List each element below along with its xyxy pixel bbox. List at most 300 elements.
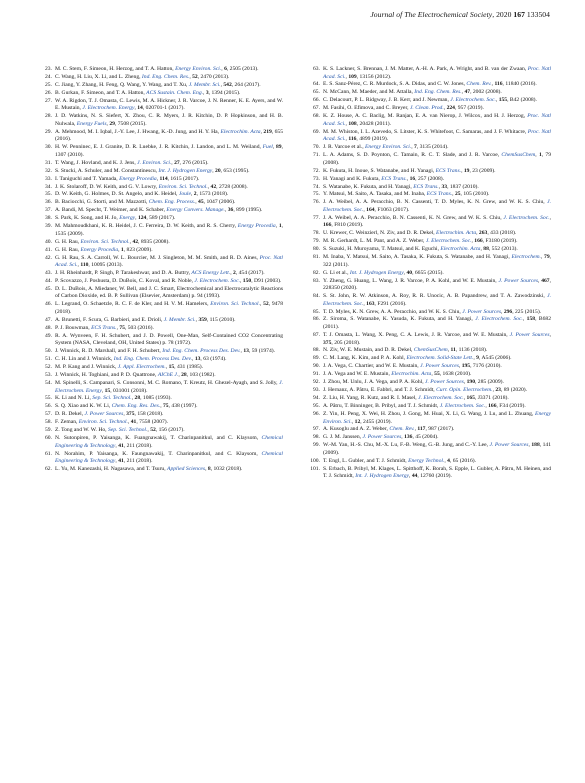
reference-entry	[39, 348, 283, 356]
reference-journal-link[interactable]: Environ. Sci. Technol.	[78, 419, 128, 426]
reference-separator: ,	[411, 144, 414, 151]
reference-entry	[307, 270, 551, 278]
reference-journal-link[interactable]: Ind. Eng. Chem. Process Des. Dev.	[113, 356, 193, 363]
reference-number: 23.	[45, 66, 52, 72]
reference-volume: 136	[404, 434, 413, 441]
reference-journal-link[interactable]: ECS Trans.	[413, 183, 439, 190]
reference-entry	[39, 255, 283, 270]
reference-entry	[307, 347, 551, 355]
reference-pages-year: , 59 (1974).	[248, 348, 276, 355]
reference-pages-year: , 454 (2017).	[235, 270, 265, 277]
reference-journal-link[interactable]: Energy Technol.	[408, 457, 445, 464]
reference-pages-year: , 2002 (2008).	[470, 89, 502, 96]
reference-number: 97.	[313, 426, 320, 433]
reference-pages-year: , 9478 (2018).	[55, 301, 284, 315]
reference-pages-year: , F34 (2019).	[496, 403, 526, 410]
reference-separator: ,	[147, 427, 151, 434]
reference-authors: J. A. Vega, C. Chartier, and W. E. Mustain,	[323, 363, 421, 370]
reference-journal-link[interactable]: Proc. Natl Acad. Sci.	[55, 254, 283, 269]
reference-authors: G. H. Rau,	[55, 246, 81, 253]
reference-authors: A. Brunetti, F. Scura, G. Barbieri, and E. Drioli,	[55, 316, 164, 323]
reference-authors: J. A. Weibel, A. A. Peracchio, B. N. Cassenti, T. D. Myles, K. N. Grew, and W. K. S. Chiu,	[323, 199, 548, 206]
reference-journal-link[interactable]: Energy Environ. Sci.	[175, 66, 222, 72]
reference-authors: M. C. Stern, F. Simeon, H. Herzog, and T. A. Hatton,	[55, 66, 176, 72]
reference-volume: 41	[118, 458, 124, 465]
reference-entry	[39, 278, 283, 286]
reference-separator: ,	[118, 246, 121, 253]
reference-number: 94.	[313, 395, 320, 402]
reference-entry	[39, 184, 283, 192]
reference-journal-link[interactable]: ACS Sustain. Chem. Eng.	[146, 89, 204, 96]
reference-number: 49.	[45, 332, 52, 339]
reference-entry	[39, 333, 283, 348]
reference-journal-link[interactable]: Chem. Rev.	[389, 426, 415, 433]
reference-pages-year: , 957 (2019).	[454, 105, 484, 112]
reference-separator: ,	[221, 66, 225, 72]
reference-volume: 15	[168, 364, 175, 371]
reference-journal-link[interactable]: Proc. Natl Acad. Sci.	[323, 128, 551, 143]
reference-separator: ,	[471, 238, 475, 245]
reference-separator: ,	[106, 120, 110, 127]
reference-authors: Y. Matsui, M. Saito, A. Tasaka, and M. Inaba,	[323, 191, 427, 198]
reference-authors: N. Norahim, P. Yaisanga, K. Faungnawakij, T. Charinpanitkul, and C. Klaysom,	[55, 450, 262, 457]
reference-journal-link[interactable]: Fuel	[262, 144, 273, 151]
reference-journal-link[interactable]: Energy Fuels	[76, 120, 107, 127]
reference-pages-year: , 1615 (2017).	[167, 175, 200, 182]
reference-entry	[307, 191, 551, 199]
reference-journal-link[interactable]: J. Power Sources	[362, 434, 402, 441]
reference-list-left-column	[39, 66, 283, 474]
reference-volume: 1	[120, 246, 124, 253]
reference-journal-link[interactable]: J. Membr. Sci.	[163, 316, 196, 323]
reference-journal-link[interactable]: J. Environ. Sci.	[137, 159, 172, 166]
reference-separator: ,	[406, 175, 410, 182]
reference-separator: ,	[501, 308, 504, 315]
reference-volume: 33	[441, 183, 448, 190]
reference-entry	[307, 395, 551, 403]
reference-entry	[39, 98, 283, 113]
reference-number: 53.	[45, 372, 52, 379]
reference-entry	[307, 66, 551, 81]
reference-volume: 12	[354, 418, 361, 425]
reference-number: 68.	[313, 113, 320, 120]
reference-journal-link[interactable]: Electrochim. Acta	[220, 128, 261, 135]
reference-number: 88.	[313, 347, 320, 354]
reference-pages-year: , 225 (2015).	[512, 308, 542, 315]
reference-authors: S. Watanabe, K. Fukuta, and H. Yanagi,	[323, 183, 414, 190]
reference-journal-link[interactable]: Electrochim. Acta	[440, 246, 481, 253]
reference-journal-link[interactable]: ECS Trans.	[435, 167, 462, 174]
reference-volume: 190	[466, 379, 475, 386]
reference-volume: 42	[132, 238, 139, 245]
reference-volume: 114	[159, 175, 168, 182]
reference-separator: ,	[115, 442, 119, 449]
reference-volume: 28	[134, 395, 141, 402]
reference-journal-link[interactable]: J. Power Sources	[509, 331, 550, 338]
reference-authors: N. Sutonpiren, P. Yaisanga, K. Fuangnawakij, T. Charinpanitkul, and C. Klaysom,	[55, 435, 262, 442]
reference-number: 50.	[45, 348, 52, 355]
reference-journal-link[interactable]: J. Power Sources	[462, 308, 502, 315]
reference-journal-link[interactable]: J. Power Sources	[489, 442, 529, 449]
reference-number: 83.	[313, 277, 320, 284]
reference-pages-year: , 156 (2017).	[155, 427, 185, 434]
reference-pages-year: , 1136 (2018).	[455, 347, 488, 354]
reference-pages-year: , 45 (2004).	[412, 434, 439, 441]
reference-number: 64.	[313, 81, 320, 88]
reference-journal-link[interactable]: J. Clean. Prod.	[409, 105, 444, 112]
reference-journal-link[interactable]: Chemical Engineering & Technology	[55, 435, 283, 449]
reference-journal-link[interactable]: J. Membr. Sci.	[188, 81, 221, 88]
reference-separator: ,	[403, 269, 407, 276]
reference-separator: ,	[212, 167, 216, 174]
reference-authors: F. Zeman,	[55, 419, 79, 426]
reference-separator: ,	[492, 387, 496, 394]
reference-journal-link[interactable]: J. Power Sources	[425, 379, 464, 386]
reference-journal-link[interactable]: Energy Procedia	[119, 175, 157, 182]
reference-number: 47.	[45, 316, 52, 323]
reference-pages-year: , 589 (2017).	[146, 215, 176, 222]
reference-authors: A. Bandi, M. Specht, T. Weimer, and K. Schaber,	[55, 207, 167, 214]
reference-authors: M. Fasihi, O. Efimova, and C. Breyer,	[323, 105, 410, 112]
reference-separator: ,	[190, 191, 194, 198]
reference-entry	[39, 215, 283, 223]
reference-number: 43.	[45, 270, 52, 277]
reference-journal-link[interactable]: ChemSusChem	[413, 347, 448, 354]
reference-journal-link[interactable]: J. Electrochem. Soc.	[425, 238, 472, 245]
reference-entry	[39, 270, 283, 278]
reference-pages-year: , 103 (1982).	[186, 372, 216, 379]
reference-number: 74.	[313, 183, 320, 190]
reference-journal-link[interactable]: Proc. Natl Acad. Sci.	[323, 66, 551, 80]
reference-entry	[39, 325, 283, 333]
reference-authors: S. Park, K. Song, and H. Jo,	[55, 215, 120, 222]
reference-pages-year: , 20428 (2011).	[356, 120, 392, 127]
reference-authors: S. Erbach, B. Pribyl, M. Klages, L. Spitthoff, K. Borah, S. Epple, L. Gubler, A. Pătru, M. Heinen, and T. J. Schmidt,	[323, 465, 551, 480]
reference-journal-link[interactable]: Ind. Eng. Chem. Process Des. Dev.	[162, 348, 241, 355]
reference-number: 36.	[45, 199, 52, 206]
reference-journal-link[interactable]: Energy Environ. Sci.	[365, 144, 412, 151]
reference-entry	[39, 113, 283, 128]
reference-volume: 164	[366, 206, 375, 213]
reference-number: 82.	[313, 269, 320, 276]
reference-journal-link[interactable]: Applied Sciences	[167, 466, 206, 473]
reference-number: 73.	[313, 175, 320, 182]
reference-journal-link[interactable]: J. Electrochem. Energy	[82, 105, 135, 112]
reference-authors: L. Legrand, O. Schaetzle, R. C. F. de Kler, and H. V. M. Hamelers,	[55, 301, 211, 308]
reference-journal-link[interactable]: ECS Trans.	[381, 175, 407, 182]
reference-authors: J. R. Varcoe et al.,	[323, 144, 365, 151]
reference-authors: Z. Siroma, S. Watanabe, K. Yasuda, K. Fukuta, and H. Yanagi,	[323, 316, 476, 323]
reference-entry	[39, 435, 283, 450]
reference-journal-link[interactable]: Energy Procedia	[80, 246, 119, 253]
reference-number: 46.	[45, 301, 52, 308]
reference-entry	[39, 74, 283, 82]
reference-volume: 117	[417, 426, 426, 433]
reference-pages-year: , 65 (2016).	[449, 457, 477, 464]
reference-journal-link[interactable]: Sep. Sci. Technol.	[92, 395, 132, 402]
reference-separator: ,	[192, 356, 195, 363]
reference-journal-link[interactable]: ECS Trans.	[426, 191, 453, 198]
reference-journal-link[interactable]: Energy Procedia	[237, 223, 276, 230]
reference-journal-link[interactable]: J. Electrochem. Soc.	[439, 403, 486, 410]
reference-pages-year: , 7558 (2007).	[136, 419, 169, 426]
reference-pages-year: , 1307 (2010).	[55, 144, 283, 158]
reference-entry	[39, 403, 283, 411]
reference-journal-link[interactable]: J. Electrochem. Soc.	[194, 277, 240, 284]
reference-authors: W. A. Rigdon, T. J. Omasta, C. Lewis, M. A. Hickner, J. R. Varcoe, J. N. Renner, K. E. Ayers, and W. E. Mustain,	[55, 97, 283, 112]
reference-entry	[307, 144, 551, 152]
reference-pages-year: , 12760 (2019).	[417, 473, 452, 480]
reference-journal-link[interactable]: AIChE J.	[157, 372, 179, 379]
reference-entry	[307, 458, 551, 466]
reference-pages-year: , A545 (2006).	[478, 355, 512, 362]
reference-journal-link[interactable]: Energy Environ. Sci.	[323, 410, 551, 425]
reference-journal-link[interactable]: Electrochim. Acta	[436, 230, 477, 237]
reference-separator: ,	[195, 199, 199, 206]
reference-authors: I. Taniguchi and T. Yamada,	[55, 175, 120, 182]
reference-number: 44.	[45, 277, 52, 284]
reference-journal-link[interactable]: Ind. Eng. Chem. Res.	[414, 89, 462, 96]
reference-volume: 8	[207, 466, 211, 473]
reference-entry	[307, 199, 551, 214]
reference-number: 58.	[45, 419, 52, 426]
reference-number: 51.	[45, 356, 52, 363]
reference-authors: W.-M. Yan, H.-S. Chu, M.-X. Lu, F.-B. Weng, G.-B. Jung, and C.-Y. Lee,	[323, 442, 490, 449]
reference-journal-link[interactable]: Joule	[178, 191, 191, 198]
reference-separator: ,	[101, 387, 105, 394]
reference-journal-link[interactable]: J. Electrochem. Soc.	[418, 395, 464, 402]
reference-pages-year: , 264 (2017).	[231, 81, 261, 88]
reference-volume: 155	[498, 97, 508, 104]
reference-pages-year: , 158 (2018).	[134, 411, 164, 418]
reference-volume: 188	[531, 442, 540, 449]
reference-volume: 6	[224, 66, 227, 72]
reference-separator: ,	[549, 214, 551, 221]
reference-number: 92.	[313, 379, 320, 386]
reference-entry	[39, 144, 283, 159]
reference-journal-link[interactable]: Chem. Eng. Process.	[148, 199, 196, 206]
reference-separator: ,	[535, 152, 539, 159]
reference-journal-link[interactable]: Environ. Sci. Technol.	[158, 183, 208, 190]
reference-journal-link[interactable]: ChemSusChem	[501, 152, 536, 159]
reference-entry	[307, 89, 551, 97]
reference-number: 86.	[313, 316, 320, 323]
reference-volume: 89	[276, 144, 282, 151]
reference-volume: 25	[454, 191, 461, 198]
reference-pages-year: , 503 (2016).	[124, 324, 154, 331]
reference-list-right-column	[307, 66, 551, 481]
reference-volume: 4	[447, 457, 450, 464]
reference-volume: 75	[119, 324, 125, 331]
reference-entry	[39, 372, 283, 380]
reference-number: 84.	[313, 293, 320, 300]
reference-entry	[39, 395, 283, 403]
reference-number: 25.	[45, 81, 52, 88]
reference-authors: G. H. Rau,	[55, 238, 81, 245]
reference-journal-link[interactable]: J. Power Sources	[498, 277, 539, 284]
reference-journal-link[interactable]: Energy Convers. Manage.	[166, 207, 225, 214]
reference-separator: ,	[463, 379, 467, 386]
reference-number: 61.	[45, 450, 52, 457]
reference-entry	[39, 427, 283, 435]
reference-journal-link[interactable]: Int. J. Hydrogen Energy	[355, 473, 410, 480]
reference-authors: A. Kusoglu and A. Z. Weber,	[323, 426, 390, 433]
reference-entry	[39, 223, 283, 238]
reference-separator: ,	[476, 230, 479, 237]
reference-number: 89.	[313, 355, 320, 362]
reference-entry	[39, 66, 283, 74]
reference-entry	[39, 451, 283, 466]
reference-entry	[307, 355, 551, 363]
reference-pages-year: , B42 (2008).	[507, 97, 537, 104]
reference-separator: ,	[165, 364, 169, 371]
reference-entry	[307, 434, 551, 442]
reference-pages-year: , 653 (1995).	[220, 167, 250, 174]
reference-volume: 52	[150, 427, 156, 434]
reference-separator: ,	[485, 403, 489, 410]
reference-pages-year: , 6655 (2015).	[412, 269, 444, 276]
reference-journal-link[interactable]: Environ. Sci. Technol.	[210, 301, 260, 308]
reference-number: 41.	[45, 246, 52, 253]
reference-volume: 14	[137, 105, 143, 112]
reference-authors: K. S. Lackner, S. Brennan, J. M. Matter, A.-H. A. Park, A. Wright, and B. van der Zwaan,	[323, 66, 528, 72]
reference-volume: 116	[348, 136, 357, 143]
reference-separator: ,	[240, 277, 243, 284]
reference-journal-link[interactable]: J. Electrochem. Soc.	[323, 199, 551, 213]
reference-separator: ,	[463, 395, 467, 402]
reference-authors: B. Baciocchi, G. Storti, and M. Mazzotti,	[55, 199, 149, 206]
reference-entry	[39, 286, 283, 301]
reference-separator: ,	[160, 403, 163, 410]
reference-number: 26.	[45, 89, 52, 96]
reference-separator: ,	[135, 215, 138, 222]
reference-separator: ,	[345, 120, 349, 127]
reference-separator: ,	[207, 183, 211, 190]
reference-journal-link[interactable]: J. Appl. Electrochem.	[117, 364, 166, 371]
reference-entry	[39, 466, 283, 474]
reference-journal-link[interactable]: Int. J. Hydrogen Energy	[349, 269, 404, 276]
reference-entry	[307, 176, 551, 184]
reference-journal-link[interactable]: J. Power Sources	[420, 363, 459, 370]
reference-authors: S. Suzuki, H. Muroyama, T. Matsui, and K. Eguchi,	[323, 246, 441, 253]
reference-authors: K. Li and N. Li,	[55, 395, 93, 402]
reference-authors: J. H. Rheinhardt, P. Singh, P. Tarakeshwar, and D. A. Buttry,	[55, 270, 192, 277]
reference-volume: 3	[205, 89, 209, 96]
reference-pages-year: , 10095 (2013).	[88, 262, 123, 269]
reference-authors: J. Zhou, M. Unlu, J. A. Vega, and P. A. Kohl,	[323, 379, 425, 386]
reference-pages-year: , 141 (2009).	[323, 442, 551, 456]
reference-separator: ,	[195, 316, 199, 323]
reference-pages-year: , 205 (2018).	[331, 339, 361, 346]
reference-journal-link[interactable]: J. Electrochem. Soc.	[450, 97, 496, 104]
reference-pages-year: , 63 (1974).	[200, 356, 227, 363]
reference-journal-link[interactable]: Electrochem. Solid-State Lett.	[406, 355, 474, 362]
reference-authors: J. Winnick, H. Toghiani, and P. D. Quattrone,	[55, 372, 158, 379]
reference-entry	[307, 309, 551, 317]
reference-journal-link[interactable]: Proc. Natl Acad. Sci.	[323, 113, 551, 127]
reference-number: 70.	[313, 144, 320, 151]
reference-journal-link[interactable]: Ind. Eng. Chem. Res.	[141, 73, 190, 80]
reference-volume: 44	[411, 473, 418, 480]
reference-separator: ,	[540, 254, 545, 261]
reference-number: 101.	[310, 465, 320, 472]
reference-authors: G. J. M. Janssen,	[323, 434, 363, 441]
reference-pages-year: , 79 (2008).	[323, 152, 552, 166]
reference-journal-link[interactable]: Chemical Engineering & Technology	[55, 450, 283, 465]
reference-journal-link[interactable]: Chem. Eng. Res. Des.	[111, 403, 161, 410]
reference-entry	[39, 247, 283, 255]
reference-number: 24.	[45, 73, 52, 80]
reference-separator: ,	[127, 419, 131, 426]
reference-volume: 467	[541, 277, 550, 284]
reference-authors: A. Pătru, T. Binninger, B. Pribyl, and T. J. Schmidt,	[323, 403, 440, 410]
reference-entry	[39, 176, 283, 184]
reference-volume: 52	[192, 73, 198, 80]
reference-journal-link[interactable]: J. Electrochem. Soc.	[323, 293, 551, 307]
article-number: 133504	[524, 10, 550, 19]
reference-volume: 1	[538, 152, 542, 159]
reference-journal-link[interactable]: J. Power Sources	[84, 411, 124, 418]
reference-volume: 42	[210, 183, 217, 190]
reference-separator: ,	[156, 175, 160, 182]
reference-journal-link[interactable]: Int. J. Hydrogen Energy	[158, 167, 213, 174]
reference-pages-year: , 1535 (2009).	[55, 223, 284, 237]
reference-authors: J. Winnick, R. D. Marshall, and F. H. Schubert,	[55, 348, 163, 355]
reference-separator: ,	[458, 363, 462, 370]
reference-volume: 116	[494, 81, 503, 88]
reference-volume: 15	[104, 387, 111, 394]
reference-authors: J. K. Stolaroff, D. W. Keith, and G. V. Lowry,	[55, 183, 159, 190]
reference-entry	[39, 168, 283, 176]
reference-journal-link[interactable]: Electrochim. Acta	[391, 371, 432, 378]
reference-journal-link[interactable]: ECS Trans.	[91, 324, 117, 331]
reference-volume: 23	[495, 387, 501, 394]
reference-separator: ,	[480, 246, 484, 253]
reference-journal-link[interactable]: Chem. Rev.	[466, 81, 492, 88]
reference-entry	[307, 152, 551, 167]
reference-journal-link[interactable]: Sep. Sci. Technol.	[107, 427, 148, 434]
reference-volume: 47	[464, 89, 471, 96]
reference-authors: T. Engl, L. Gubler, and T. J. Schmidt,	[323, 457, 409, 464]
reference-volume: 16	[409, 175, 416, 182]
reference-journal-link[interactable]: J. Electrochem. Soc.	[503, 214, 550, 221]
reference-volume: 28	[181, 372, 187, 379]
reference-volume: 9	[476, 355, 479, 362]
reference-journal-link[interactable]: Electrochem.	[511, 254, 541, 261]
reference-pages-year: , 4899 (2019).	[356, 136, 389, 143]
reference-journal-link[interactable]: J. Electrochem. Energy	[55, 379, 283, 394]
reference-volume: 13	[194, 356, 201, 363]
reference-journal-link[interactable]: Environ. Sci. Technol.	[80, 238, 130, 245]
reference-authors: J. A. Weibel, A. A. Peracchio, B. N. Cassenti, K. N. Grew, and W. K. S. Chiu,	[323, 214, 504, 221]
reference-separator: ,	[401, 434, 405, 441]
reference-separator: ,	[129, 238, 133, 245]
reference-journal-link[interactable]: Energy	[119, 215, 136, 222]
reference-journal-link[interactable]: J. Electrochem. Soc.	[475, 316, 523, 323]
reference-authors: M. R. Gerhardt, L. M. Pant, and A. Z. Weber,	[323, 238, 426, 245]
reference-journal-link[interactable]: ACS Energy Lett.	[191, 270, 231, 277]
reference-entry	[307, 278, 551, 293]
reference-entry	[307, 254, 551, 269]
reference-authors: Y. Zheng, G. Huang, L. Wang, J. R. Varcoe, P. A. Kohl, and W. E. Mustain,	[323, 277, 499, 284]
reference-volume: 166	[474, 238, 483, 245]
reference-pages-year: , 7176 (2010).	[470, 363, 502, 370]
reference-volume: 195	[461, 363, 471, 370]
reference-volume: 55	[434, 371, 440, 378]
reference-journal-link[interactable]: Curr. Opin. Electrochem.	[436, 387, 493, 394]
reference-separator: ,	[275, 223, 279, 230]
reference-authors: J. Hernanz, A. Pătru, E. Fabbri, and T. J. Schmidt,	[323, 387, 437, 394]
